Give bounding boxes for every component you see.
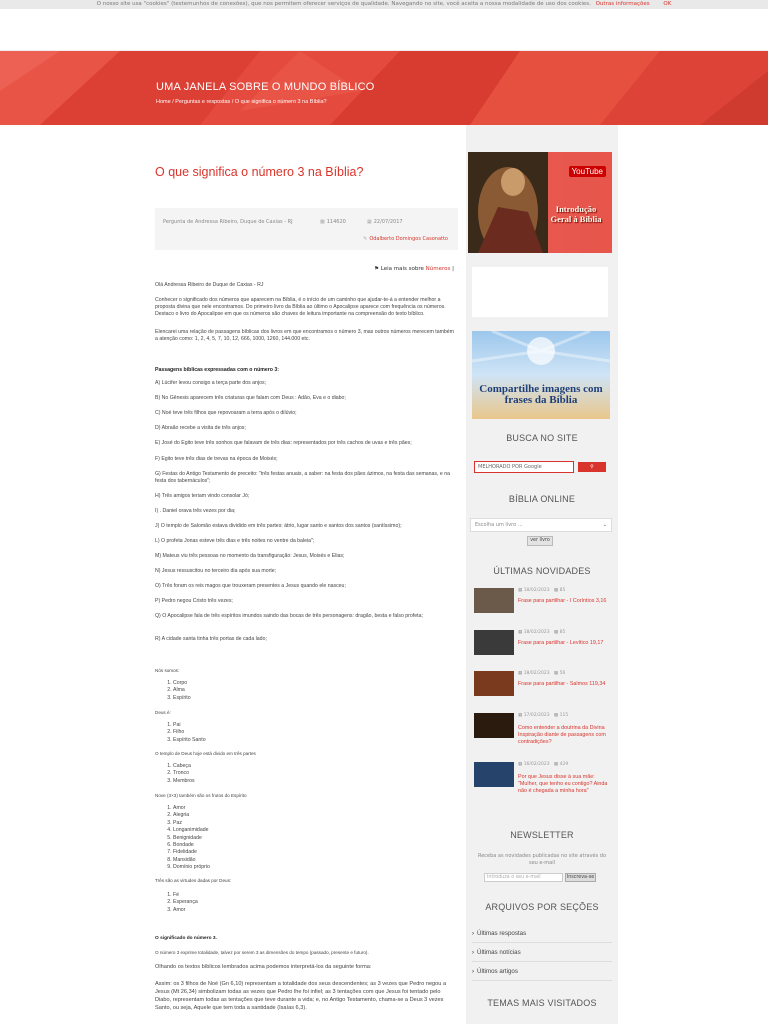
breadcrumb[interactable]: Home / Perguntas e respostas / O que significa o número 3 na Bíblia? <box>156 99 327 105</box>
news-item[interactable] <box>474 713 612 763</box>
passage: H) Três amigos teriam vindo consolar Jó; <box>155 493 250 499</box>
post-author[interactable]: ✎ Odalberto Domingos Casonatto <box>363 236 448 242</box>
list-frutos <box>163 805 210 872</box>
list-item: 8. Mansidão <box>173 857 210 864</box>
passage: L) O profeta Jonas esteve três dias e três noites no ventre da baleia"; <box>155 538 315 544</box>
meaning-paragraph-1: O número 3 exprime totalidade, talvez por serem 3 as dimensões do tempo (passado, presente e futuro). <box>155 950 369 955</box>
list-item: 2. Alma <box>173 687 191 694</box>
newsletter-subscribe-button[interactable]: Inscreva-se <box>566 875 595 880</box>
intro-paragraph-2: Elencarei uma relação de passagens bíblicas dos livros em que encontramos o número 3, mas outros números merecem também a atenção como: 1, 2, 4, 5, 7, 10, 12, 666, 1000, 1260, 144.000 etc. <box>155 329 455 342</box>
hero-title: UMA JANELA SOBRE O MUNDO BÍBLICO <box>156 81 375 93</box>
chevron-right-icon: › <box>472 969 474 975</box>
list-label: Nove (3×3) também são os frutos do Espírito <box>155 793 247 798</box>
bible-book-select[interactable]: Escolha um livro ... ⌄ <box>470 518 612 532</box>
list-item: 2. Tronco <box>173 770 195 777</box>
list-item: 2. Filho <box>173 729 206 736</box>
pencil-icon: ✎ <box>363 236 368 242</box>
news-meta: ▦ 18/02/2023 ▩ 56 <box>518 671 566 676</box>
tag-icon: ⚑ <box>374 266 380 272</box>
meaning-paragraph-2: Olhando os textos bíblicos lembrados acima podemos interpretá-los da seguinte forma: <box>155 964 372 970</box>
newsletter-heading: NEWSLETTER <box>510 830 574 840</box>
news-thumbnail <box>474 630 514 655</box>
newsletter-email-input[interactable]: Introduza o seu e-mail <box>484 873 563 882</box>
list-item: 1. Fé <box>173 892 198 899</box>
news-item[interactable] <box>474 671 612 707</box>
top-navigation <box>0 9 768 51</box>
ad-placeholder <box>472 267 608 317</box>
passage: F) Egito teve três dias de trevas na época de Moisés; <box>155 456 278 462</box>
passage: O) Três foram os reis magos que trouxeram presentes a Jesus quando ele nasceu; <box>155 583 346 589</box>
list-templo <box>163 763 195 785</box>
list-label: Nós somos: <box>155 668 180 673</box>
meaning-heading: O significado do número 3. <box>155 936 217 941</box>
passage: P) Pedro negou Cristo três vezes; <box>155 598 233 604</box>
passage: C) Noé teve três filhos que repovoaram a terra após o dilúvio; <box>155 410 297 416</box>
list-item: 3. Espírito <box>173 695 191 702</box>
archives-heading: ARQUIVOS POR SEÇÕES <box>485 902 599 912</box>
passage: D) Abraão recebe a visita de três anjos; <box>155 425 246 431</box>
sidebar <box>466 125 618 1024</box>
tag-numeros-link[interactable]: Números <box>425 266 451 272</box>
youtube-logo: YouTube <box>569 166 606 177</box>
news-item[interactable] <box>474 630 612 666</box>
share-images-banner[interactable] <box>472 331 610 419</box>
view-book-button[interactable]: ver livro <box>527 536 553 546</box>
cookie-text: O nosso site usa "cookies" (testemunhos de conexões), que nos permitem oferecer serviços de qualidade. Navegando no site, você aceita a nossa modalidade de uso dos cookies. <box>96 1 591 7</box>
news-thumbnail <box>474 671 514 696</box>
passage: I) . Daniel orava três vezes por dia; <box>155 508 236 514</box>
news-heading: ÚLTIMAS NOVIDADES <box>493 566 591 576</box>
passage: A) Lúcifer levou consigo a terça parte dos anjos; <box>155 380 267 386</box>
passage: G) Festas do Antigo Testamento de preceito: "três festas anuais, a saber: na festa dos pães ázimos, na festa das semanas, e na festa dos tabernáculos"; <box>155 471 451 484</box>
cookie-more-link[interactable]: Outras informações <box>595 1 650 7</box>
list-item: 7. Fidelidade <box>173 849 210 856</box>
list-item: 1. Corpo <box>173 680 191 687</box>
search-button[interactable] <box>578 462 606 472</box>
list-item: 2. Esperança <box>173 899 198 906</box>
hero-pattern <box>0 51 768 125</box>
hero-banner <box>0 51 768 125</box>
passage: Q) O Apocalipse fala de três espíritos imundos saindo das bocas de três personagens: dragão, besta e falso profeta; <box>155 613 423 619</box>
passage: E) José do Egito teve três sonhos que falavam de três dias: representados por três cachos de uvas e três pães; <box>155 440 412 446</box>
list-label: O templo de Deus hoje está divido em três partes <box>155 751 256 756</box>
chevron-right-icon: › <box>472 950 474 956</box>
news-title[interactable]: Por que Jesus disse à sua mãe: "Mulher, que tenho eu contigo? Ainda não é chegada a minha hora" <box>518 774 608 794</box>
news-thumbnail <box>474 588 514 613</box>
news-meta: ▦ 16/02/2023 ▩ 429 <box>518 762 569 767</box>
list-item: 6. Bondade <box>173 842 210 849</box>
list-item: 3. Amor <box>173 907 198 914</box>
list-item: 4. Longanimidade <box>173 827 210 834</box>
passage: R) A cidade santa tinha três portas de cada lado; <box>155 636 267 642</box>
calendar-icon: ▦ <box>367 219 372 225</box>
passage: M) Mateus viu três pessoas no momento da transfiguração: Jesus, Moisés e Elias; <box>155 553 345 559</box>
cookie-ok-button[interactable]: OK <box>663 1 672 7</box>
post-date: ▦ 22/07/2017 <box>367 219 403 225</box>
intro-paragraph-1: Conhecer o significado dos números que aparecem na Bíblia, é o início de um caminho que ajudar-te-á a entender melhor a proposta divina que nele encontramos. Do primeiro livro da Bíblia ao último o Apocalipse aparece com frequência os números. Destaco o livro do Apocalipse em que os números são chaves de leitura importante na compreensão do texto bíblico. <box>155 297 446 317</box>
list-item: 1. Pai <box>173 722 206 729</box>
list-virtudes <box>163 892 198 914</box>
news-meta: ▦ 18/02/2023 ▩ 85 <box>518 588 566 593</box>
youtube-banner[interactable] <box>468 152 612 253</box>
list-item: 1. Amor <box>173 805 210 812</box>
list-deus <box>163 722 206 744</box>
search-input[interactable]: MELHORADO POR Google <box>474 461 574 473</box>
news-item[interactable] <box>474 588 612 624</box>
news-item[interactable] <box>474 762 612 812</box>
list-item: 1. Cabeça <box>173 763 195 770</box>
users-icon: ▩ <box>320 219 325 225</box>
search-heading: BUSCA NO SITE <box>506 433 578 443</box>
news-meta: ▦ 17/02/2023 ▩ 115 <box>518 713 569 718</box>
views-count: ▩ 114620 <box>320 219 346 225</box>
cookie-bar <box>0 0 768 9</box>
post-title: O que significa o número 3 na Bíblia? <box>155 165 364 179</box>
list-item: 5. Benignidade <box>173 835 210 842</box>
list-item: 9. Domínio próprio <box>173 864 210 871</box>
search-icon: ⚲ <box>590 464 594 470</box>
archive-link[interactable]: › Últimos artigos <box>472 963 612 981</box>
list-item: 3. Paz <box>173 820 210 827</box>
newsletter-text: Receba as novidades publicadas no site através do seu e-mail <box>477 853 607 866</box>
archive-link[interactable]: › Últimas respostas <box>472 925 612 943</box>
chevron-right-icon: › <box>472 931 474 937</box>
more-about: ⚑ Leia mais sobre Números | <box>374 266 454 272</box>
passages-heading: Passagens bíblicas expressadas com o número 3: <box>155 367 279 373</box>
news-title[interactable]: Frase para partilhar - I Coríntios 3,16 <box>518 598 607 604</box>
list-label: Deus é: <box>155 710 171 715</box>
list-nos-somos <box>163 680 191 702</box>
list-label: Três são as virtudes dadas por Deus: <box>155 878 232 883</box>
passage: B) No Gênesis aparecem três criaturas que falam com Deus : Adão, Eva e o diabo; <box>155 395 346 401</box>
chevron-down-icon: ⌄ <box>602 522 607 528</box>
list-item: 3. Espírito Santo <box>173 737 206 744</box>
list-item: 2. Alegria <box>173 812 210 819</box>
news-title[interactable]: Frase para partilhar - Levítico 19,17 <box>518 640 604 646</box>
archive-link[interactable]: › Últimas notícias <box>472 944 612 962</box>
passage: J) O templo de Salomão estava dividido em três partes: átrio, lugar santo e santos dos santos (santíssimo); <box>155 523 402 529</box>
question-author: Pergunta de Andressa Ribeiro, Duque de Caxias - RJ <box>163 219 293 225</box>
news-meta: ▦ 18/02/2023 ▩ 85 <box>518 630 566 635</box>
post-meta <box>155 208 458 250</box>
bible-heading: BÍBLIA ONLINE <box>508 494 576 504</box>
list-item: 3. Membros <box>173 778 195 785</box>
greeting: Olá Andressa Ribeiro de Duque de Caxias - RJ <box>155 282 264 288</box>
passage: N) Jesus ressuscitou no terceiro dia após sua morte; <box>155 568 277 574</box>
youtube-banner-text: Introdução Geral à Bíblia <box>550 204 602 224</box>
top-topics-heading: TEMAS MAIS VISITADOS <box>487 998 597 1008</box>
meaning-paragraph-3: Assim: os 3 filhos de Noé (Gn 6,10) representam a totalidade dos seus descendentes; as 3 vezes que Pedro negou a Jesus (Mt 26,34) simbolizam todas as vezes que Pedro lhe foi infiel; as 3 tentações com que Jesus foi tentado pelo Diabo, representam todas as tentações que teve durante a vida; e, no Antigo Testamento, chama-se a Deus 3 vezes Santo, ou seja, Aquele que tem toda a santidade (Isaías 6,3). <box>155 981 447 1011</box>
news-title[interactable]: Frase para partilhar - Salmos 119,34 <box>518 681 606 687</box>
news-title[interactable]: Como entender a doutrina da Divina Inspiração diante de passagens com contradições? <box>518 725 606 745</box>
share-banner-text: Compartilhe imagens com frases da Bíblia <box>479 383 603 406</box>
